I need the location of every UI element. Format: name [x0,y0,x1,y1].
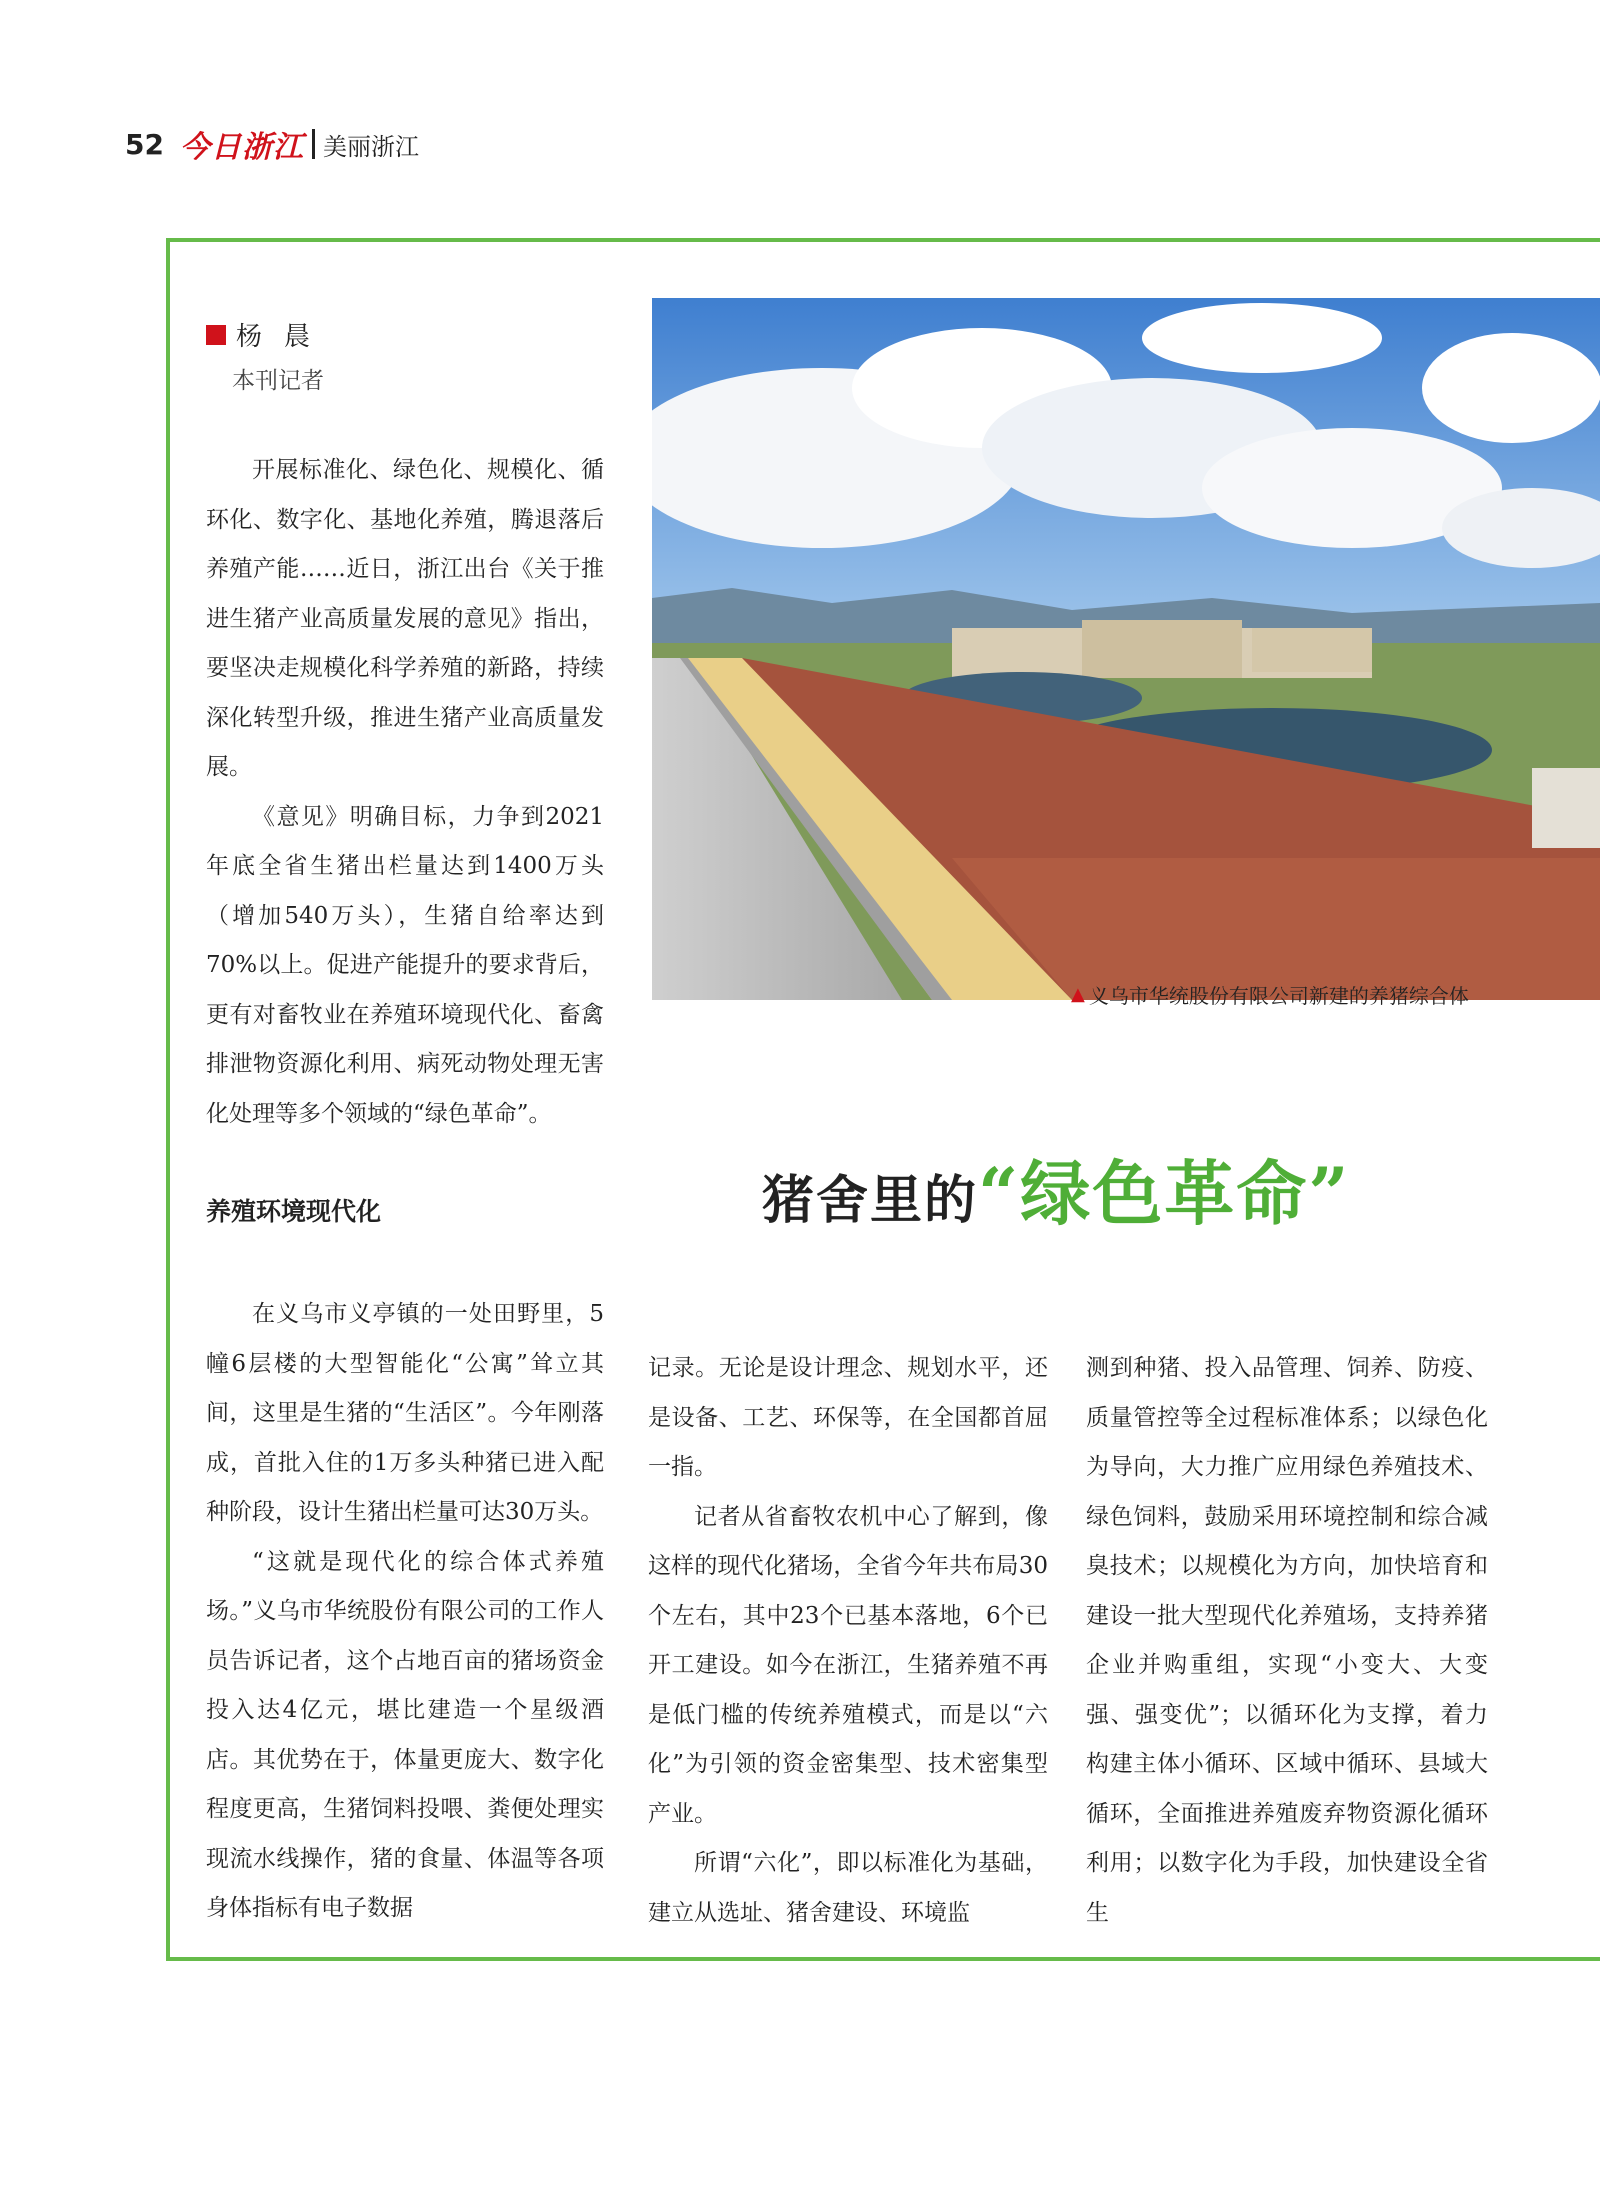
author-name: 杨晨 [236,322,333,352]
intro-paragraph-2: 《意见》明确目标，力争到2021年底全省生猪出栏量达到1400万头（增加540万头），生猪自给率达到70%以上。促进产能提升的要求背后，更有对畜牧业在养殖环境现代化、畜禽排泄物资源化利用、病死动物处理无害化处理等多个领域的“绿色革命”。 [206,803,604,1127]
body-paragraph: “这就是现代化的综合体式养殖场。”义乌市华统股份有限公司的工作人员告诉记者，这个占地百亩的猪场资金投入达4亿元，堪比建造一个星级酒店。其优势在于，体量更庞大、数字化程度更高，生猪饲料投喂、粪便处理实现流水线操作，猪的食量、体温等各项身体指标有电子数据 [206,1548,604,1921]
photo-caption-text: 义乌市华统股份有限公司新建的养猪综合体 [1088,984,1469,1008]
body-column-1 [206,1290,604,1934]
section-name: 美丽浙江 [322,132,419,161]
body-paragraph: 记者从省畜牧农机中心了解到，像这样的现代化猪场，全省今年共布局30个左右，其中23个已基本落地，6个已开工建设。如今在浙江，生猪养殖不再是低门槛的传统养殖模式，而是以“六化”为引领的资金密集型、技术密集型产业。 [648,1503,1048,1827]
author-marker-icon [206,325,226,345]
magazine-logo: 今日浙江 [179,130,304,165]
body-column-2 [648,1344,1048,1938]
body-paragraph: 所谓“六化”，即以标准化为基础，建立从选址、猪舍建设、环境监 [648,1850,1048,1926]
article-headline [762,1138,1351,1239]
header-divider [312,129,315,159]
author-byline [206,316,332,353]
body-paragraph-continued: 测到种猪、投入品管理、饲养、防疫、质量管控等全过程标准体系；以绿色化为导向，大力推广应用绿色养殖技术、绿色饲料，鼓励采用环境控制和综合减臭技术；以规模化为方向，加快培育和建设一批大型现代化养殖场，支持养猪企业并购重组，实现“小变大、大变强、强变优”；以循环化为支撑，着力构建主体小循环、区域中循环、县域大循环，全面推进养殖废弃物资源化循环利用；以数字化为手段，加快建设全省生 [1086,1355,1488,1926]
caption-triangle-icon: ▲ [1071,984,1085,1005]
body-paragraph-continued: 记录。无论是设计理念、规划水平，还是设备、工艺、环保等，在全国都首屈一指。 [648,1355,1048,1480]
page-header [125,124,419,164]
pig-farm-photo [652,298,1600,1000]
headline-keyword: “绿色革命” [978,1152,1351,1235]
article-photo [652,298,1600,1000]
intro-column [206,446,604,1139]
photo-caption [1071,980,1469,1009]
author-role: 本刊记者 [232,368,324,394]
body-column-3 [1086,1344,1488,1938]
page-number: 52 [125,127,164,161]
section-subheading: 养殖环境现代化 [206,1197,382,1226]
body-paragraph: 在义乌市义亭镇的一处田野里，5幢6层楼的大型智能化“公寓”耸立其间，这里是生猪的“生活区”。今年刚落成，首批入住的1万多头种猪已进入配种阶段，设计生猪出栏量可达30万头。 [206,1301,604,1525]
headline-prefix: 猪舍里的 [762,1170,979,1231]
intro-paragraph-1: 开展标准化、绿色化、规模化、循环化、数字化、基地化养殖，腾退落后养殖产能……近日，浙江出台《关于推进生猪产业高质量发展的意见》指出，要坚决走规模化科学养殖的新路，持续深化转型升级，推进生猪产业高质量发展。 [206,457,604,780]
